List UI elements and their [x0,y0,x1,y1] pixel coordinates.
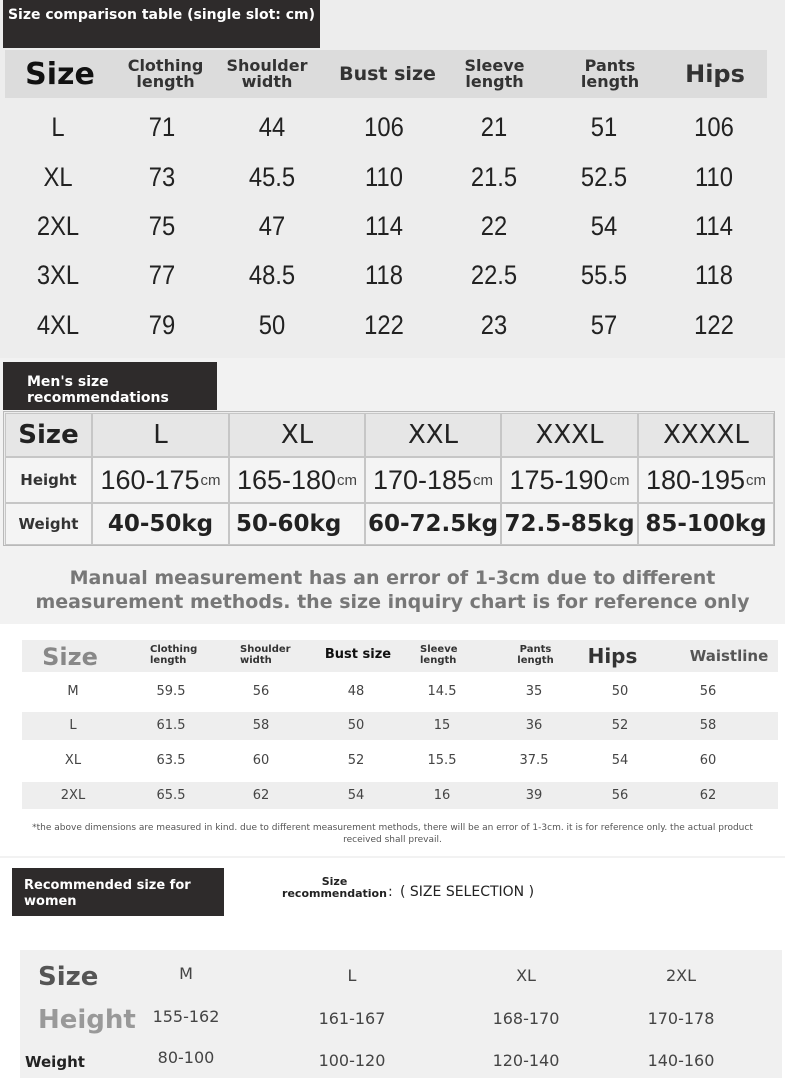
women-weight-cell: 100-120 [318,1051,386,1070]
table-cell: 118 [365,260,403,290]
measurement-note: Manual measurement has an error of 1-3cm due to different measurement methods. the size inquiry chart is for reference only [35,567,750,613]
women-size-cell: XL [516,966,536,985]
table-cell: 14.5 [427,684,457,699]
table-cell: 48 [347,684,365,699]
mens-height-cell [501,457,638,503]
table-cell: 110 [365,162,403,192]
table-cell: 37.5 [519,753,549,768]
table-cell: 106 [364,112,404,142]
table-cell: M [67,684,79,699]
women-height-cell: 170-178 [647,1009,715,1028]
women-size-cell: M [179,964,193,983]
mens-weight-cell: 85-100kg [638,503,774,545]
table-cell: 75 [148,211,176,241]
table-cell: 39 [525,788,543,803]
table-cell: 2XL [60,788,86,803]
height-unit: cm [746,471,767,489]
table-cell: 79 [148,310,176,340]
height-unit: cm [609,471,630,489]
table-cell: 60 [252,753,270,768]
table-cell: 52 [347,753,365,768]
table-cell: 52 [611,718,629,733]
t2-header-clothing-length: Clothing length [150,644,198,666]
table-cell: 50 [258,310,286,340]
table-cell: 3XL [36,260,80,290]
table-cell: 48.5 [248,260,296,290]
t2-header-bust-size: Bust size [324,647,392,662]
women-size-label: Size [38,962,99,992]
header-hips: Hips [685,60,745,88]
mens-size-title: Men's size recommendations [3,362,217,410]
table-cell: 15 [433,718,451,733]
table-cell: 65.5 [156,788,186,803]
table2-header-band [22,640,778,672]
height-value: 160-175 [100,464,200,495]
table-cell: 4XL [36,310,80,340]
mens-height-cell [638,457,774,503]
table-cell: 56 [699,684,717,699]
table-cell: 61.5 [156,718,186,733]
women-height-cell: 161-167 [318,1009,386,1028]
header-shoulder-width: Shoulder width [226,56,308,91]
t2-header-waistline: Waistline [689,647,769,665]
mens-header-l: L [92,413,229,457]
table-cell: 54 [590,211,618,241]
table-cell: L [51,112,65,142]
table-cell: 62 [252,788,270,803]
table-cell: 62 [699,788,717,803]
mens-header-xxxxl: XXXXL [638,413,774,457]
size-selection-text: ( SIZE SELECTION ) [400,884,535,900]
table-cell: 77 [148,260,176,290]
table-cell: 58 [252,718,270,733]
mens-weight-cell: 50-60kg [229,503,365,545]
table-cell: 114 [695,211,733,241]
table-cell: 21 [480,112,508,142]
table-cell: 44 [258,112,286,142]
measurement-footnote: *the above dimensions are measured in kind. due to different measurement methods, there will be an error of 1-3cm. it is for reference only. the actual product received shall prevail. [32,823,753,845]
mens-header-xxxl: XXXL [501,413,638,457]
size-recommendation-label: Size recommendation [282,875,387,900]
height-unit: cm [200,471,221,489]
table-cell: 54 [611,753,629,768]
mens-weight-cell: 60-72.5kg [365,503,501,545]
table-cell: 110 [695,162,733,192]
women-height-cell: 168-170 [492,1009,560,1028]
header-bust-size: Bust size [339,63,436,85]
table-cell: 2XL [36,211,80,241]
header-clothing-length: Clothing length [127,56,204,91]
table-cell: 114 [365,211,403,241]
table-cell: 56 [611,788,629,803]
table-cell: 52.5 [580,162,628,192]
table-cell: 56 [252,684,270,699]
mens-header-xl: XL [229,413,365,457]
women-weight-cell: 140-160 [647,1051,715,1070]
mens-header-xxl: XXL [365,413,501,457]
women-size-cell: 2XL [665,966,697,985]
women-weight-label: Weight [25,1053,85,1071]
table-cell: XL [43,162,73,192]
women-size-cell: L [347,966,357,985]
table-cell: 23 [480,310,508,340]
header-size: Size [25,56,95,92]
height-unit: cm [473,471,494,489]
table-cell: 58 [699,718,717,733]
women-height-cell: 155-162 [152,1007,220,1026]
mens-height-label: Height [5,457,92,503]
table-cell: 54 [347,788,365,803]
height-value: 170-185 [372,464,473,495]
t2-header-pants-length: Pants length [517,644,554,666]
women-height-label: Height [38,1005,136,1035]
table-cell: 71 [148,112,176,142]
mens-weight-cell: 72.5-85kg [501,503,638,545]
height-value: 175-190 [509,464,609,495]
mens-height-cell [92,457,229,503]
height-unit: cm [337,471,358,489]
height-value: 165-180 [236,464,337,495]
header-pants-length: Pants length [580,56,640,91]
table-cell: 35 [525,684,543,699]
size-comparison-title: Size comparison table (single slot: cm) [3,0,320,48]
rec-separator: : [388,884,393,900]
table-cell: 47 [258,211,286,241]
mens-height-cell [365,457,501,503]
mens-size-table [3,411,775,546]
table-cell: 21.5 [470,162,518,192]
table-cell: 122 [364,310,404,340]
women-weight-cell: 80-100 [157,1048,215,1067]
table-cell: 51 [590,112,618,142]
table-cell: 122 [694,310,734,340]
table-cell: 106 [694,112,734,142]
table-cell: 22.5 [470,260,518,290]
table-cell: 60 [699,753,717,768]
table-cell: XL [64,753,82,768]
mens-height-cell [229,457,365,503]
table-cell: 50 [347,718,365,733]
height-value: 180-195 [645,464,746,495]
women-weight-cell: 120-140 [492,1051,560,1070]
table-cell: 22 [480,211,508,241]
mens-weight-label: Weight [5,503,92,545]
t2-header-hips: Hips [587,644,638,668]
table-cell: 45.5 [248,162,296,192]
mens-header-size: Size [5,413,92,457]
mens-weight-cell: 40-50kg [92,503,229,545]
table-cell: 36 [525,718,543,733]
table-cell: 57 [590,310,618,340]
table-cell: 59.5 [156,684,186,699]
t2-header-sleeve-length: Sleeve length [420,644,458,666]
header-sleeve-length: Sleeve length [464,56,525,91]
womens-size-title: Recommended size for women [12,868,224,916]
table-cell: L [69,718,77,733]
table-cell: 73 [148,162,176,192]
t2-header-size: Size [42,643,98,671]
table-cell: 55.5 [580,260,628,290]
t2-header-shoulder-width: Shoulder width [240,644,291,666]
table-cell: 63.5 [156,753,186,768]
table-cell: 16 [433,788,451,803]
table-cell: 15.5 [427,753,457,768]
table-cell: 118 [695,260,733,290]
table-cell: 50 [611,684,629,699]
